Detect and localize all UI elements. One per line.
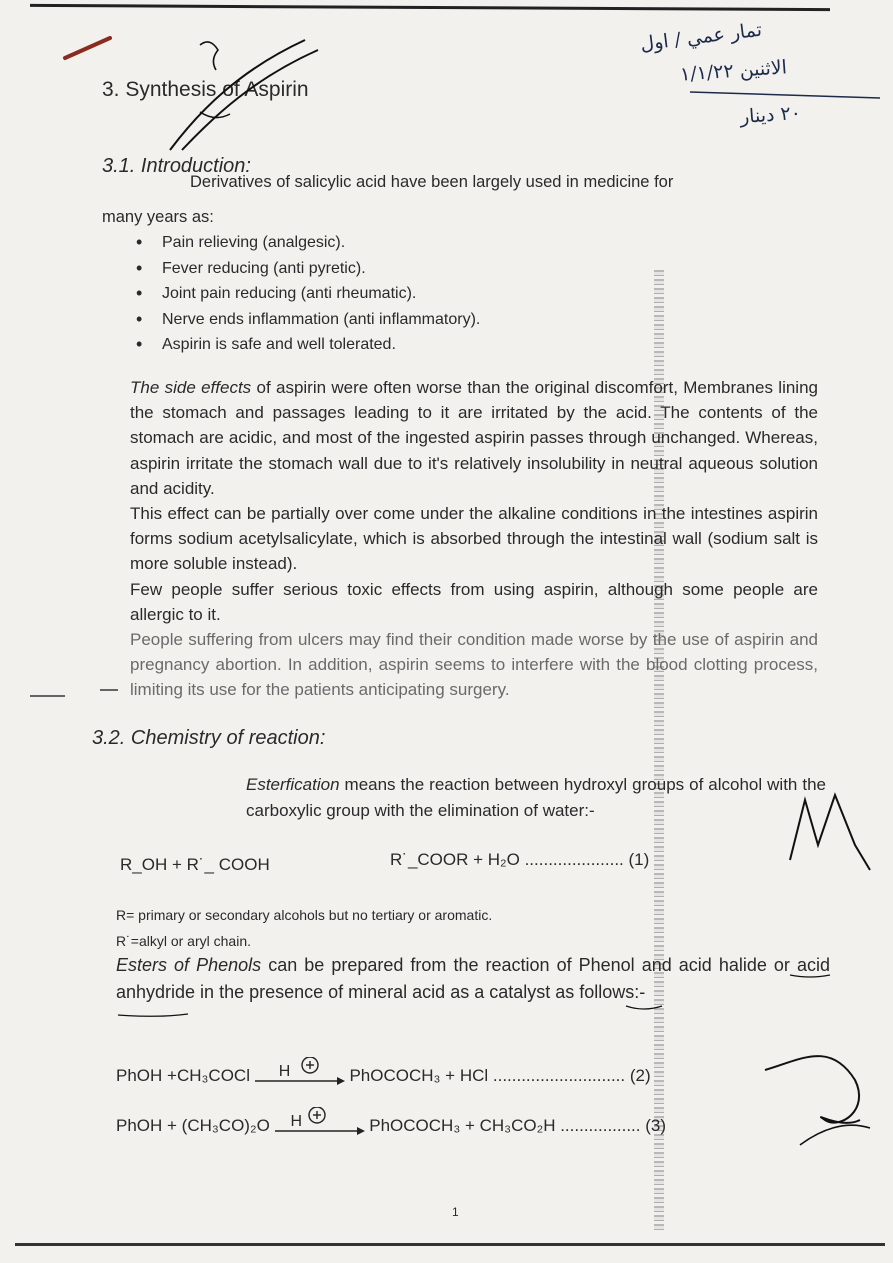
side-effects-paragraph-1 xyxy=(130,375,818,501)
handwritten-note-date: الاثنين ١/١/٢٢ xyxy=(679,56,788,86)
handwritten-note-grade: ٢٠ دينار xyxy=(739,101,802,129)
uses-list xyxy=(132,230,480,358)
chemistry-heading: 3.2. Chemistry of reaction: xyxy=(92,727,326,749)
side-effects-paragraph-3: Few people suffer serious toxic effects from using aspirin, although some people are allergic to it. xyxy=(130,579,818,624)
phenol-esters-paragraph xyxy=(116,952,830,1006)
side-effects-paragraph-4: People suffering from ulcers may find their condition made worse by the use of aspirin and pregnancy abortion. In addition, aspirin seems to interfere with the blood clotting process, limiting its use for the patients anticipating surgery. xyxy=(130,630,818,700)
list-item: • Fever reducing (anti pyretic). xyxy=(132,256,480,282)
note-r-prime-definition: R˙=alkyl or aryl chain. xyxy=(116,933,251,949)
esterification-text: means the reaction between hydroxyl groups of alcohol with the carboxylic group with the elimination of water:- xyxy=(246,775,826,820)
side-effects-text: of aspirin were often worse than the original discomfort, Membranes lining the stomach and passages leading to it are irritated by the acid. The contents of the stomach are acidic, and most of the ingested aspirin passes through unchanged. Whereas, aspirin irritate the stomach wall due to it's relatively insolubility in neutral aqueous solution and acidity. xyxy=(130,378,818,498)
equation-2-catalyst: H xyxy=(278,1062,291,1080)
intro-line-1: Derivatives of salicylic acid have been largely used in medicine for xyxy=(190,173,674,191)
equation-1-products: R˙_COOR + H₂O ..................... (1) xyxy=(390,850,650,869)
equation-3-reactants: PhOH + (CH₃CO)₂O xyxy=(116,1116,270,1135)
list-item: • Aspirin is safe and well tolerated. xyxy=(132,332,480,358)
esterification-definition xyxy=(120,772,826,824)
side-effects-section xyxy=(130,375,818,703)
side-effects-paragraph-2: This effect can be partially over come under the alkaline conditions in the intestines aspirin forms sodium acetylsalicylate, which is absorbed through the intestinal wall (sodium salt is more soluble instead). xyxy=(130,504,818,574)
equation-2 xyxy=(116,1062,651,1087)
bottom-edge-line xyxy=(15,1243,885,1246)
top-edge-line xyxy=(30,4,830,11)
page-title: 3. Synthesis of Aspirin xyxy=(102,78,309,101)
phenol-esters-text: can be prepared from the reaction of Phenol and acid halide or acid anhydride in the presence of mineral acid as a catalyst as follows:- xyxy=(116,955,830,1002)
esterification-term: Esterfication xyxy=(246,775,340,794)
list-item: • Pain relieving (analgesic). xyxy=(132,230,480,256)
list-item: • Joint pain reducing (anti rheumatic). xyxy=(132,281,480,307)
handwritten-note-name: تمار عمي / اول xyxy=(639,18,764,56)
arrow-with-proton-icon xyxy=(275,1107,365,1137)
equation-2-products: PhOCOCH₃ + HCl ............................ (2) xyxy=(349,1066,651,1085)
equation-3 xyxy=(116,1112,667,1137)
list-item: • Nerve ends inflammation (anti inflammatory). xyxy=(132,307,480,333)
equation-1-reactants: R_OH + R˙_ COOH xyxy=(120,855,270,874)
equation-3-catalyst: H xyxy=(290,1112,303,1130)
equation-2-reactants: PhOH +CH₃COCl xyxy=(116,1066,250,1085)
reaction-arrow-icon xyxy=(255,1062,345,1087)
intro-line-2: many years as: xyxy=(102,208,214,226)
note-r-definition: R= primary or secondary alcohols but no tertiary or aromatic. xyxy=(116,907,493,923)
phenol-esters-term: Esters of Phenols xyxy=(116,955,262,975)
side-effects-lead: The side effects xyxy=(130,378,252,397)
arrow-with-proton-icon xyxy=(255,1057,345,1087)
equation-3-products: PhOCOCH₃ + CH₃CO₂H ................. (3) xyxy=(369,1116,667,1135)
page-number: 1 xyxy=(452,1205,459,1219)
intro-heading: 3.1. Introduction: xyxy=(102,155,251,177)
reaction-arrow-icon xyxy=(275,1112,365,1137)
